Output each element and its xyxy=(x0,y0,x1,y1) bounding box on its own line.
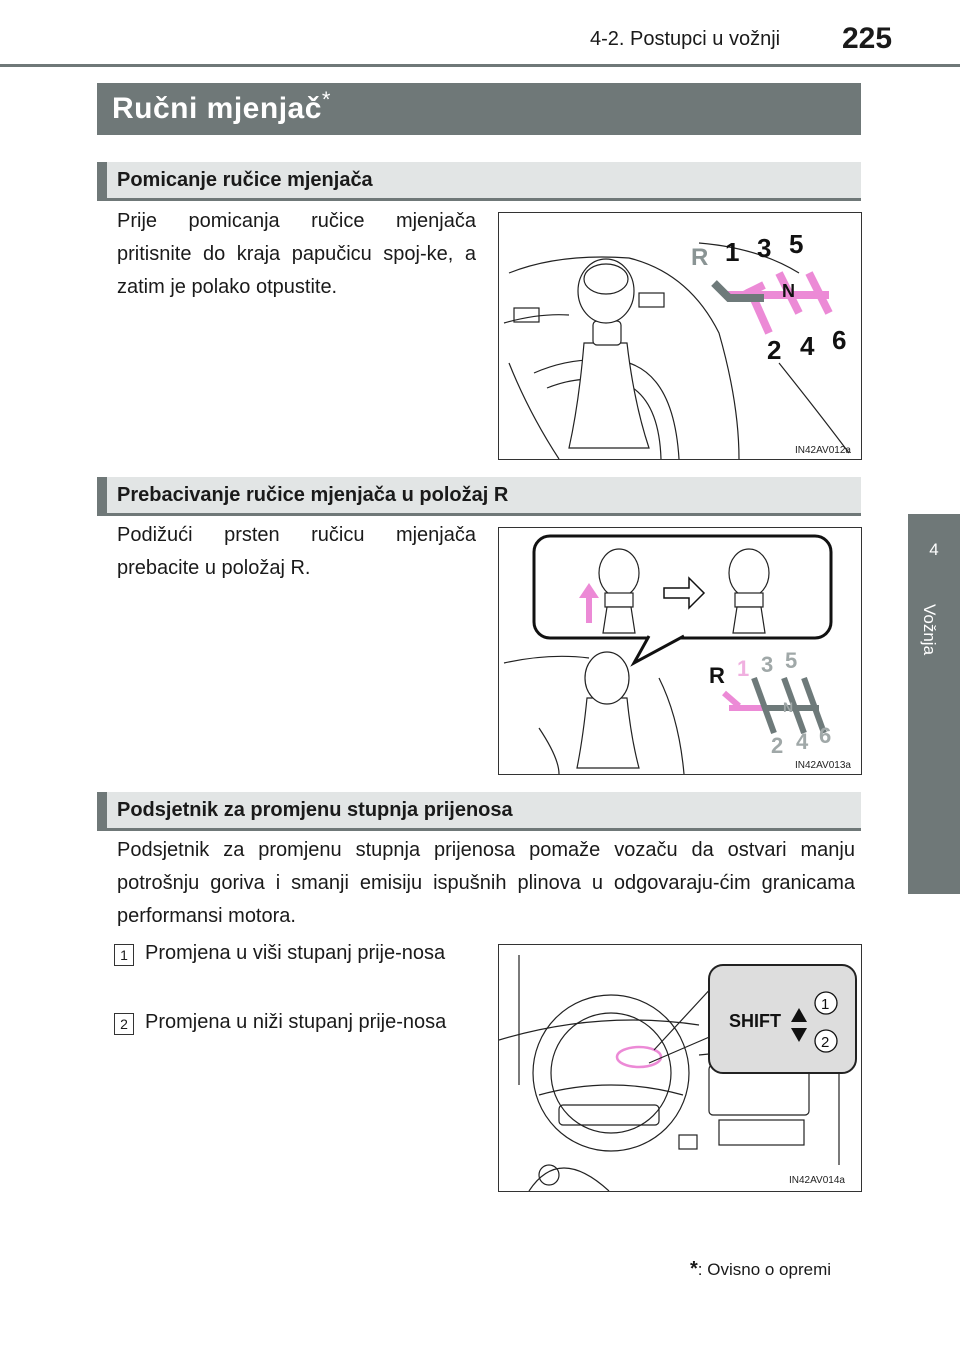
section-heading-label: Prebacivanje ručice mjenjača u položaj R xyxy=(117,484,509,506)
figure-code: IN42AV012a xyxy=(795,445,851,456)
figure-gear-shift xyxy=(498,212,862,460)
gear-label-1: 1 xyxy=(725,237,740,267)
section-heading-label: Podsjetnik za promjenu stupnja prijenosa xyxy=(117,799,513,821)
header-rule xyxy=(0,64,960,67)
footnote-asterisk: * xyxy=(690,1258,698,1280)
figure-shift-indicator xyxy=(498,944,862,1192)
chapter-tab-number: 4 xyxy=(929,540,939,559)
page-title xyxy=(112,87,331,126)
footnote-text: : Ovisno o opremi xyxy=(697,1260,832,1279)
gear-label-3: 3 xyxy=(757,233,772,263)
gear-label-3: 3 xyxy=(761,652,774,677)
gear-label-5: 5 xyxy=(785,648,798,673)
reverse-gear-illustration xyxy=(499,528,861,774)
section-accent xyxy=(97,477,107,516)
gear-label-6: 6 xyxy=(832,325,847,355)
gear-label-1: 1 xyxy=(737,656,750,681)
section-accent xyxy=(97,162,107,201)
title-text: Ručni mjenjač xyxy=(112,92,322,125)
section-accent xyxy=(97,792,107,831)
list-item-text: Promjena u viši stupanj prije-nosa xyxy=(145,942,446,964)
shift-label: SHIFT xyxy=(729,1011,781,1031)
chapter-tab xyxy=(908,514,960,894)
callout-2: 2 xyxy=(821,1034,830,1051)
section-3-text: Podsjetnik za promjenu stupnja prijenosa pomaže vozaču da ostvari manju potrošnju goriva i smanji emisiju ispušnih plinova u odgovaraju-ćim granicama performansi motora. xyxy=(117,839,855,927)
gear-label-n: N xyxy=(783,699,794,715)
gear-label-r: R xyxy=(691,244,709,271)
footnote xyxy=(690,1258,831,1281)
gear-label-r: R xyxy=(709,663,725,688)
dashboard-illustration xyxy=(499,945,861,1191)
callout-1: 1 xyxy=(821,996,830,1013)
figure-code: IN42AV013a xyxy=(795,760,851,771)
gear-label-4: 4 xyxy=(796,729,809,754)
section-heading-reverse xyxy=(97,477,861,516)
running-header-section: 4-2. Postupci u vožnji xyxy=(590,28,781,50)
gear-label-2: 2 xyxy=(767,335,782,365)
page-number: 225 xyxy=(842,22,893,55)
gear-shift-illustration xyxy=(499,213,861,459)
figure-reverse-gear xyxy=(498,527,862,775)
gear-label-5: 5 xyxy=(789,229,804,259)
figure-code: IN42AV014a xyxy=(789,1175,845,1186)
title-asterisk: * xyxy=(321,87,331,112)
gear-label-2: 2 xyxy=(771,733,784,758)
gear-label-n: N xyxy=(782,281,795,301)
list-item-number: 1 xyxy=(114,944,134,966)
gear-label-4: 4 xyxy=(800,331,815,361)
section-heading-label: Pomicanje ručice mjenjača xyxy=(117,169,373,191)
gear-label-6: 6 xyxy=(819,723,832,748)
list-item-number: 2 xyxy=(114,1013,134,1035)
chapter-tab-label: Vožnja xyxy=(920,604,939,656)
list-item-text: Promjena u niži stupanj prije-nosa xyxy=(145,1011,447,1033)
section-2-text: Podižući prsten ručicu mjenjača prebacite u položaj R. xyxy=(117,524,476,579)
section-1-text: Prije pomicanja ručice mjenjača pritisnite do kraja papučicu spoj-ke, a zatim je polako otpustite. xyxy=(117,210,476,298)
section-heading-shift-reminder xyxy=(97,792,861,831)
section-heading-gear-shift xyxy=(97,162,861,201)
